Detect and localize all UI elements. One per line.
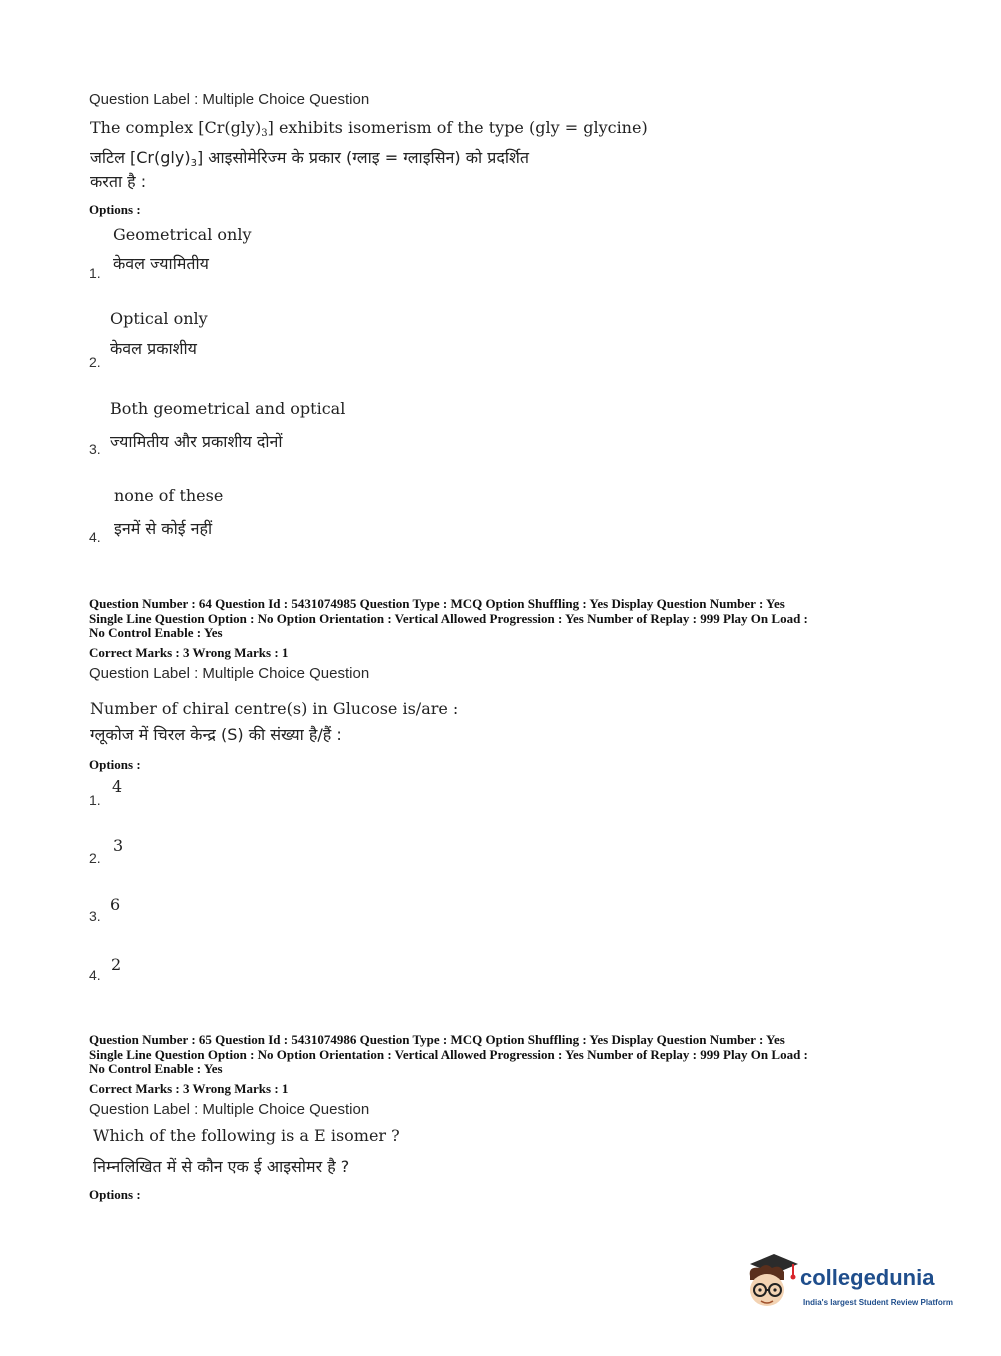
options-heading: Options : — [89, 202, 141, 217]
question-text-hindi: ग्लूकोज में चिरल केन्द्र (S) की संख्या है/हैं : — [90, 725, 342, 744]
logo-brand-name: collegedunia — [800, 1265, 935, 1290]
options-heading: Options : — [89, 1187, 141, 1202]
question-text-hindi: निम्नलिखित में से कौन एक ई आइसोमर है ? — [93, 1157, 350, 1176]
hindi-prefix: जटिल [Cr(gly) — [90, 148, 191, 167]
question-text-hindi-line2: करता है : — [90, 172, 147, 191]
question-label: Question Label : Multiple Choice Question — [89, 665, 370, 682]
mascot-icon — [742, 1250, 802, 1312]
question-meta-line2: Single Line Question Option : No Option Orientation : Vertical Allowed Progression : Yes Number of Replay : 999 Play On Load : — [89, 610, 808, 626]
question-label: Question Label : Multiple Choice Question — [89, 1101, 370, 1118]
options-heading: Options : — [89, 757, 141, 772]
option-4-number: 4. — [89, 967, 101, 983]
option-2-number: 2. — [89, 354, 101, 370]
option-3-hindi: ज्यामितीय और प्रकाशीय दोनों — [110, 432, 283, 451]
logo-tagline: India's largest Student Review Platform — [803, 1298, 953, 1307]
question-meta-line3: No Control Enable : Yes — [89, 1061, 223, 1076]
option-4-value: 2 — [111, 955, 122, 974]
hindi-suffix: ] आइसोमेरिज्म के प्रकार (ग्लाइ = ग्लाइसिन) को प्रदर्शित — [196, 148, 529, 167]
option-1-value: 4 — [112, 777, 123, 796]
question-meta — [89, 1033, 808, 1077]
question-label: Question Label : Multiple Choice Question — [89, 91, 370, 108]
option-1-number: 1. — [89, 265, 101, 281]
question-meta-line2: Single Line Question Option : No Option Orientation : Vertical Allowed Progression : Yes Number of Replay : 999 Play On Load : — [89, 1046, 808, 1062]
question-text-subscript: 3 — [261, 128, 268, 139]
option-1-english: Geometrical only — [113, 225, 252, 244]
question-text: Which of the following is a E isomer ? — [93, 1126, 400, 1145]
question-meta-line1: Question Number : 64 Question Id : 5431074985 Question Type : MCQ Option Shuffling : Yes Display Question Number : Yes — [89, 596, 785, 611]
option-4-english: none of these — [114, 486, 224, 505]
question-meta-line1: Question Number : 65 Question Id : 5431074986 Question Type : MCQ Option Shuffling : Yes Display Question Number : Yes — [89, 1032, 785, 1047]
option-2-value: 3 — [113, 836, 124, 855]
option-2-number: 2. — [89, 850, 101, 866]
question-text-hindi — [90, 146, 529, 169]
collegedunia-logo — [742, 1250, 972, 1312]
question-meta — [89, 597, 808, 641]
option-4-number: 4. — [89, 529, 101, 545]
question-marks: Correct Marks : 3 Wrong Marks : 1 — [89, 1081, 289, 1096]
option-3-english: Both geometrical and optical — [110, 399, 346, 418]
option-2-hindi: केवल प्रकाशीय — [110, 339, 197, 358]
option-3-value: 6 — [110, 895, 121, 914]
option-3-number: 3. — [89, 908, 101, 924]
question-text-prefix: The complex [Cr(gly) — [90, 118, 262, 137]
option-1-hindi: केवल ज्यामितीय — [113, 254, 209, 273]
question-text — [90, 118, 648, 139]
question-text-suffix: ] exhibits isomerism of the type (gly = glycine) — [267, 118, 648, 137]
question-meta-line3: No Control Enable : Yes — [89, 625, 223, 640]
question-marks: Correct Marks : 3 Wrong Marks : 1 — [89, 645, 289, 660]
hindi-subscript: 3 — [190, 158, 197, 169]
option-3-number: 3. — [89, 441, 101, 457]
question-text: Number of chiral centre(s) in Glucose is/are : — [90, 699, 459, 718]
option-1-number: 1. — [89, 792, 101, 808]
option-4-hindi: इनमें से कोई नहीं — [114, 519, 213, 538]
option-2-english: Optical only — [110, 309, 208, 328]
